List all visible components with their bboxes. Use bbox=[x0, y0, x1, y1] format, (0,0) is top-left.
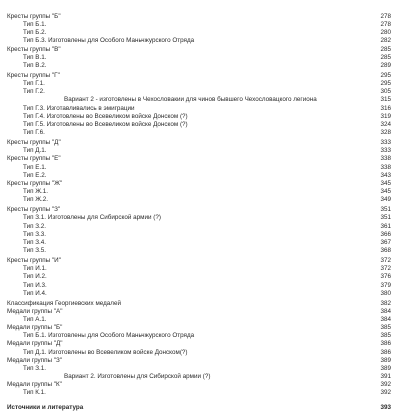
toc-entry bbox=[7, 308, 391, 316]
toc-entry-title: Кресты группы "Ж" bbox=[7, 179, 63, 187]
toc-entry-title: Тип Е.2. bbox=[23, 171, 47, 179]
toc-entry-title: Кресты группы "Е" bbox=[7, 155, 61, 163]
table-of-contents bbox=[7, 13, 391, 413]
toc-entry bbox=[7, 332, 391, 340]
toc-entry-title: Тип З.5. bbox=[23, 246, 47, 254]
toc-entry-title: Тип В.2. bbox=[23, 61, 47, 69]
toc-entry-page-number: 392 bbox=[380, 381, 391, 389]
toc-entry-page-number: 385 bbox=[380, 332, 391, 340]
toc-entry-page-number: 361 bbox=[380, 222, 391, 230]
toc-entry bbox=[7, 365, 391, 373]
toc-entry-title: Тип Г.5. Изготовлены во Всевеликом войске Донском (?) bbox=[23, 120, 188, 128]
toc-entry bbox=[7, 239, 391, 247]
toc-entry bbox=[7, 155, 391, 163]
toc-entry-page-number: 380 bbox=[380, 289, 391, 297]
toc-entry-title: Тип З.4. bbox=[23, 238, 47, 246]
toc-entry-page-number: 285 bbox=[380, 45, 391, 53]
toc-entry-title: Кресты группы "Д" bbox=[7, 139, 61, 147]
toc-entry bbox=[7, 300, 391, 308]
toc-entry-page-number: 345 bbox=[380, 187, 391, 195]
toc-entry-title: Кресты группы "З" bbox=[7, 206, 61, 214]
toc-entry-page-number: 333 bbox=[380, 147, 391, 155]
toc-entry bbox=[7, 54, 391, 62]
toc-entry-page-number: 333 bbox=[380, 139, 391, 147]
toc-entry-page-number: 393 bbox=[380, 404, 391, 412]
toc-entry-page-number: 324 bbox=[380, 120, 391, 128]
toc-entry-title: Кресты группы "В" bbox=[7, 45, 61, 53]
toc-entry-page-number: 351 bbox=[380, 214, 391, 222]
toc-entry bbox=[7, 121, 391, 129]
toc-entry bbox=[7, 247, 391, 255]
toc-entry-page-number: 315 bbox=[380, 96, 391, 104]
toc-entry-title: Медали группы "А" bbox=[7, 307, 63, 315]
toc-entry bbox=[7, 316, 391, 324]
toc-entry-page-number: 389 bbox=[380, 364, 391, 372]
toc-entry-page-number: 367 bbox=[380, 238, 391, 246]
toc-entry bbox=[7, 223, 391, 231]
toc-entry bbox=[7, 340, 391, 348]
toc-entry bbox=[7, 404, 391, 412]
toc-entry-page-number: 338 bbox=[380, 163, 391, 171]
toc-entry bbox=[7, 164, 391, 172]
toc-entry-title: Вариант 2. Изготовлены для Сибирской армии (?) bbox=[64, 373, 211, 381]
toc-entry-title: Медали группы "З" bbox=[7, 356, 63, 364]
toc-entry-title: Кресты группы "И" bbox=[7, 257, 61, 265]
toc-entry-page-number: 338 bbox=[380, 155, 391, 163]
toc-entry-page-number: 280 bbox=[380, 29, 391, 37]
toc-entry-title: Источники и литература bbox=[7, 404, 84, 412]
toc-entry-title: Тип К.1. bbox=[23, 389, 46, 397]
toc-entry bbox=[7, 188, 391, 196]
toc-entry-page-number: 289 bbox=[380, 61, 391, 69]
toc-entry-title: Кресты группы "Б" bbox=[7, 13, 61, 20]
toc-entry-title: Тип З.1. bbox=[23, 364, 47, 372]
toc-entry-title: Медали группы "Д" bbox=[7, 340, 63, 348]
toc-entry-page-number: 295 bbox=[380, 71, 391, 79]
toc-entry bbox=[7, 96, 391, 104]
toc-entry bbox=[7, 373, 391, 381]
toc-entry-title: Тип З.1. Изготовлены для Сибирской армии (?) bbox=[23, 214, 161, 222]
toc-entry bbox=[7, 62, 391, 70]
toc-entry-page-number: 386 bbox=[380, 340, 391, 348]
toc-entry bbox=[7, 72, 391, 80]
toc-entry-title: Кресты группы "Г" bbox=[7, 71, 60, 79]
toc-entry-title: Тип И.1. bbox=[23, 265, 47, 273]
toc-entry-page-number: 349 bbox=[380, 196, 391, 204]
toc-entry-page-number: 278 bbox=[380, 21, 391, 29]
toc-entry bbox=[7, 139, 391, 147]
toc-entry-title: Тип Ж.1. bbox=[23, 187, 49, 195]
toc-entry-title: Тип В.1. bbox=[23, 53, 47, 61]
toc-entry-page-number: 389 bbox=[380, 356, 391, 364]
toc-entry-page-number: 368 bbox=[380, 246, 391, 254]
toc-entry-page-number: 382 bbox=[380, 299, 391, 307]
toc-entry-page-number: 384 bbox=[380, 316, 391, 324]
toc-entry-title: Тип Г.2. bbox=[23, 88, 45, 96]
toc-entry-page-number: 278 bbox=[380, 13, 391, 20]
toc-entry bbox=[7, 381, 391, 389]
toc-entry bbox=[7, 290, 391, 298]
toc-entry-page-number: 282 bbox=[380, 37, 391, 45]
toc-entry-title: Тип Г.6. bbox=[23, 128, 45, 136]
toc-entry-page-number: 386 bbox=[380, 348, 391, 356]
toc-entry-page-number: 343 bbox=[380, 171, 391, 179]
toc-entry-title: Тип И.2. bbox=[23, 273, 47, 281]
toc-entry-title: Медали группы "Б" bbox=[7, 324, 63, 332]
toc-entry bbox=[7, 129, 391, 137]
toc-entry bbox=[7, 214, 391, 222]
toc-entry bbox=[7, 231, 391, 239]
toc-entry-title: Тип И.4. bbox=[23, 289, 47, 297]
toc-entry-title: Тип Г.1. bbox=[23, 80, 45, 88]
toc-entry bbox=[7, 282, 391, 290]
toc-entry-page-number: 316 bbox=[380, 104, 391, 112]
toc-entry bbox=[7, 172, 391, 180]
toc-entry-title: Тип Г.4. Изготовлены во Всевеликом войске Донском (?) bbox=[23, 112, 188, 120]
toc-entry-page-number: 328 bbox=[380, 128, 391, 136]
toc-entry-title: Медали группы "К" bbox=[7, 381, 62, 389]
toc-entry-page-number: 295 bbox=[380, 80, 391, 88]
toc-entry bbox=[7, 265, 391, 273]
toc-entry-title: Тип И.3. bbox=[23, 281, 47, 289]
toc-entry-page-number: 345 bbox=[380, 179, 391, 187]
toc-entry-title: Классификация Георгиевских медалей bbox=[7, 299, 122, 307]
toc-entry-page-number: 319 bbox=[380, 112, 391, 120]
toc-entry bbox=[7, 273, 391, 281]
toc-entry-page-number: 376 bbox=[380, 273, 391, 281]
toc-entry-title: Тип Д.1. Изготовлены во Всевеликом войске Донском(?) bbox=[23, 348, 188, 356]
toc-entry bbox=[7, 196, 391, 204]
toc-entry-title: Тип Ж.2. bbox=[23, 196, 49, 204]
toc-entry bbox=[7, 21, 391, 29]
toc-entry-title: Тип Б.2. bbox=[23, 29, 47, 37]
toc-entry-title: Тип Б.1. bbox=[23, 21, 47, 29]
toc-entry-title: Тип З.2. bbox=[23, 222, 47, 230]
toc-entry-page-number: 372 bbox=[380, 257, 391, 265]
toc-entry-title: Тип Д.1. bbox=[23, 147, 47, 155]
toc-entry-page-number: 385 bbox=[380, 324, 391, 332]
toc-entry bbox=[7, 147, 391, 155]
toc-entry-title: Тип Е.1. bbox=[23, 163, 47, 171]
toc-entry-page-number: 351 bbox=[380, 206, 391, 214]
toc-entry-title: Тип Г.3. Изготавливались в эмиграции bbox=[23, 104, 135, 112]
toc-entry bbox=[7, 357, 391, 365]
toc-entry-page-number: 366 bbox=[380, 230, 391, 238]
toc-entry bbox=[7, 13, 391, 21]
toc-entry-page-number: 384 bbox=[380, 307, 391, 315]
toc-entry-page-number: 392 bbox=[380, 389, 391, 397]
toc-entry bbox=[7, 349, 391, 357]
toc-entry bbox=[7, 389, 391, 397]
toc-entry bbox=[7, 180, 391, 188]
toc-entry bbox=[7, 80, 391, 88]
toc-entry-title: Тип З.3. bbox=[23, 230, 47, 238]
toc-entry bbox=[7, 113, 391, 121]
toc-entry-title: Вариант 2 - изготовлены в Чехословакии для чинов бывшего Чехословацкого легиона bbox=[64, 96, 317, 104]
toc-entry bbox=[7, 37, 391, 45]
toc-entry-page-number: 379 bbox=[380, 281, 391, 289]
toc-entry bbox=[7, 105, 391, 113]
toc-entry-title: Тип Б.3. Изготовлены для Особого Маньчжурского Отряда bbox=[23, 37, 195, 45]
toc-entry-title: Тип Б.1. Изготовлены для Особого Маньчжурского Отряда bbox=[23, 332, 195, 340]
toc-entry bbox=[7, 46, 391, 54]
toc-entry-title: Тип А.1. bbox=[23, 316, 47, 324]
toc-entry-page-number: 372 bbox=[380, 265, 391, 273]
toc-entry-page-number: 305 bbox=[380, 88, 391, 96]
toc-entry-page-number: 391 bbox=[380, 373, 391, 381]
toc-entry bbox=[7, 257, 391, 265]
toc-entry-page-number: 285 bbox=[380, 53, 391, 61]
